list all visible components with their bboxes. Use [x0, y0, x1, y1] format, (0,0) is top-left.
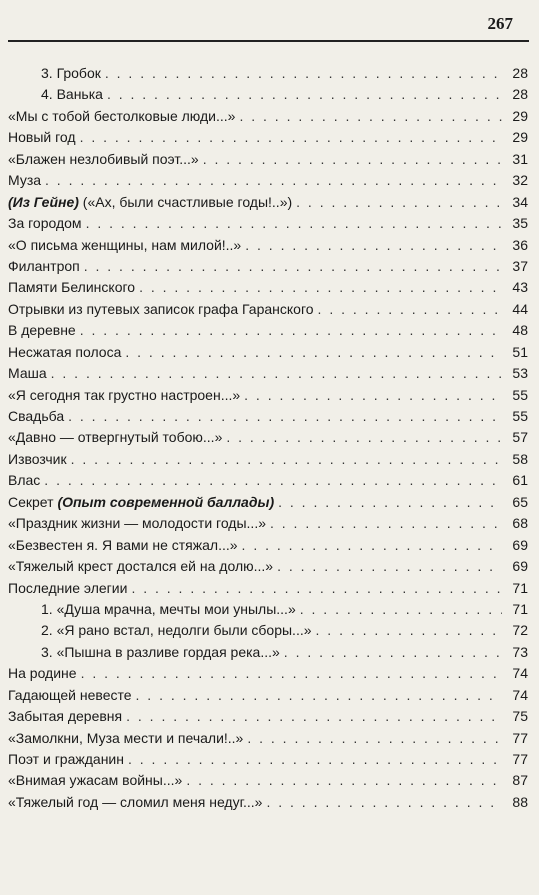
toc-entry-page: 31	[512, 150, 528, 167]
dot-leader	[316, 620, 502, 641]
toc-entry-title	[8, 578, 127, 599]
dot-leader	[277, 556, 502, 577]
dot-leader	[86, 213, 502, 234]
dot-leader	[270, 513, 502, 534]
toc-entry-page: 68	[512, 515, 528, 532]
toc-entry-title	[8, 363, 47, 384]
toc-entry	[8, 299, 528, 320]
toc-entry-title	[41, 642, 280, 663]
dot-leader	[266, 792, 502, 813]
toc-entry-title	[8, 556, 273, 577]
toc-entry-text: Филантроп	[8, 257, 80, 274]
toc-entry	[8, 256, 528, 277]
toc-entry-title	[8, 685, 132, 706]
toc-entry-text: Извозчик	[8, 450, 67, 467]
toc-entry-title	[8, 127, 76, 148]
toc-entry-title	[8, 106, 235, 127]
toc-entry	[8, 63, 528, 84]
toc-entry-title	[8, 170, 41, 191]
toc-entry-subtitle: (Из Гейне)	[8, 193, 79, 210]
toc-entry-text: За городом	[8, 215, 82, 232]
toc-entry-title	[41, 84, 103, 105]
toc-entry-title	[41, 599, 296, 620]
toc-entry-text: Влас	[8, 472, 41, 489]
toc-entry	[8, 513, 528, 534]
toc-entry	[8, 106, 528, 127]
dot-leader	[107, 84, 502, 105]
toc-entry-text: «Тяжелый год — сломил меня недуг...»	[8, 793, 263, 810]
toc-entry	[8, 213, 528, 234]
dot-leader	[139, 277, 502, 298]
dot-leader	[244, 385, 502, 406]
toc-entry-title	[8, 470, 40, 491]
toc-entry-text: В деревне	[8, 322, 76, 339]
toc-entry-title	[8, 149, 199, 170]
dot-leader	[136, 685, 502, 706]
dot-leader	[278, 492, 502, 513]
page-number: 267	[487, 14, 513, 33]
toc-entry-title	[8, 277, 135, 298]
toc-entry-page: 51	[512, 343, 528, 360]
toc-entry-text: 4. Ванька	[41, 86, 103, 103]
toc-entry-text: Свадьба	[8, 408, 65, 424]
toc-entry-text: Несжатая полоса	[8, 343, 122, 360]
toc-entry-text: Отрывки из путевых записок графа Гаранского	[8, 300, 314, 317]
toc-entry	[8, 535, 528, 556]
toc-entry	[8, 663, 528, 684]
toc-entry-text: Поэт и гражданин	[8, 751, 124, 767]
toc-entry	[8, 170, 528, 191]
toc-entry-text: Памяти Белинского	[8, 279, 136, 296]
toc-entry	[8, 192, 528, 213]
dot-leader	[318, 299, 502, 320]
toc-entry	[8, 599, 528, 620]
toc-entry-page: 73	[512, 643, 528, 660]
toc-entry-page: 58	[512, 450, 528, 467]
toc-entry-text: «О письма женщины, нам милой!..»	[8, 236, 242, 253]
dot-leader	[247, 728, 502, 749]
dot-leader	[226, 427, 502, 448]
toc-entry-page: 75	[512, 708, 528, 725]
toc-entry-text: «Внимая ужасам войны...»	[8, 772, 183, 789]
toc-entry-text: На родине	[8, 665, 77, 682]
toc-entry-title	[41, 63, 101, 84]
toc-entry-text: «Замолкни, Муза мести и печали!..»	[8, 729, 244, 746]
toc-entry	[8, 406, 528, 427]
toc-entry-page: 77	[512, 751, 528, 767]
toc-entry-title	[8, 256, 80, 277]
toc-entry-page: 28	[512, 65, 528, 81]
toc-entry	[8, 728, 528, 749]
toc-entry	[8, 642, 528, 663]
toc-entry-title	[8, 728, 243, 749]
toc-entry-title	[8, 192, 292, 213]
toc-entry	[8, 749, 528, 770]
toc-entry-text: 1. «Душа мрачна, мечты мои унылы...»	[41, 600, 296, 617]
toc-entry-text: Гадающей невесте	[8, 686, 132, 703]
dot-leader	[44, 470, 502, 491]
toc-entry	[8, 84, 528, 105]
toc-entry	[8, 342, 528, 363]
toc-entry-page: 43	[512, 279, 528, 296]
toc-entry-title	[8, 299, 314, 320]
toc-entry-title	[8, 770, 182, 791]
toc-entry	[8, 578, 528, 599]
toc-entry-page: 69	[512, 536, 528, 553]
toc-entry-title	[8, 749, 124, 770]
toc-entry-text: Забытая деревня	[8, 708, 123, 725]
toc-entry-title	[8, 492, 274, 513]
toc-entry-page: 37	[512, 257, 528, 274]
toc-entry-text: Муза	[8, 172, 42, 189]
toc-entry-page: 48	[512, 322, 528, 339]
toc-entry-title	[8, 513, 266, 534]
toc-entry-page: 71	[512, 579, 528, 596]
dot-leader	[239, 106, 502, 127]
toc-entry	[8, 449, 528, 470]
toc-entry-page: 29	[512, 129, 528, 146]
toc-entry-text: 2. «Я рано встал, недолги были сборы...»	[41, 622, 312, 639]
dot-leader	[203, 149, 502, 170]
toc-entry-title	[8, 342, 121, 363]
toc-entry-page: 35	[512, 215, 528, 232]
toc-entry	[8, 792, 528, 813]
toc-entry	[8, 620, 528, 641]
toc-entry	[8, 149, 528, 170]
toc-entry-text: Секрет	[8, 493, 58, 510]
toc-entry-page: 77	[512, 729, 528, 746]
dot-leader	[242, 535, 502, 556]
header-rule	[8, 40, 529, 42]
toc-entry-text: «Тяжелый крест достался ей на долю...»	[8, 558, 274, 575]
toc-entry	[8, 127, 528, 148]
toc-entry-title	[8, 663, 77, 684]
dot-leader	[284, 642, 502, 663]
toc-entry-title	[8, 792, 262, 813]
toc-entry-title	[8, 427, 222, 448]
dot-leader	[131, 578, 502, 599]
toc-entry-title	[8, 535, 238, 556]
toc-entry-page: 28	[512, 86, 528, 103]
dot-leader	[296, 192, 502, 213]
toc-entry-title	[8, 213, 82, 234]
toc-entry-page: 44	[512, 300, 528, 317]
toc-entry	[8, 685, 528, 706]
toc-entry-page: 57	[512, 429, 528, 446]
toc-entry-text: «Праздник жизни — молодости годы...»	[8, 515, 266, 532]
dot-leader	[186, 770, 502, 791]
dot-leader	[245, 235, 502, 256]
toc-entry-subtitle: (Опыт современной баллады)	[57, 493, 275, 510]
toc-entry	[8, 363, 528, 384]
toc-entry	[8, 320, 528, 341]
dot-leader	[71, 449, 502, 470]
toc-entry-text: 3. Гробок	[41, 65, 101, 81]
toc-entry-text: Новый год	[8, 129, 76, 146]
toc-entry-page: 55	[512, 386, 528, 403]
dot-leader	[126, 706, 502, 727]
toc-entry-page: 34	[512, 193, 528, 210]
toc-entry	[8, 770, 528, 791]
toc-entry-title	[8, 706, 122, 727]
toc-entry	[8, 385, 528, 406]
toc-entry-text: («Ах, были счастливые годы!..»)	[78, 193, 293, 210]
toc-entry-page: 53	[512, 365, 528, 382]
toc-entry-title	[8, 385, 240, 406]
toc-entry-title	[41, 620, 312, 641]
toc-entry-page: 88	[512, 793, 528, 810]
dot-leader	[68, 406, 502, 427]
toc-entry-page: 65	[512, 493, 528, 510]
toc-entry	[8, 470, 528, 491]
toc-entry-text: «Блажен незлобивый поэт...»	[8, 150, 199, 167]
dot-leader	[300, 599, 502, 620]
toc-entry-page: 32	[512, 172, 528, 189]
toc-entry-page: 72	[512, 622, 528, 639]
toc-entry-page: 61	[512, 472, 528, 489]
toc-entry-title	[8, 449, 67, 470]
dot-leader	[80, 127, 502, 148]
dot-leader	[84, 256, 502, 277]
toc-entry-text: Последние элегии	[8, 579, 128, 596]
toc-entry	[8, 556, 528, 577]
toc-entry-page: 29	[512, 107, 528, 124]
toc-entry	[8, 492, 528, 513]
dot-leader	[81, 663, 502, 684]
toc-entry-title	[8, 235, 241, 256]
toc-entry-text: «Я сегодня так грустно настроен...»	[8, 386, 241, 403]
toc-entry-title	[8, 406, 64, 427]
toc-entry	[8, 235, 528, 256]
table-of-contents	[8, 63, 528, 813]
toc-entry-text: «Мы с тобой бестолковые люди...»	[8, 107, 236, 124]
toc-entry-text: «Безвестен я. Я вами не стяжал...»	[8, 536, 238, 553]
dot-leader	[51, 363, 502, 384]
toc-entry-text: 3. «Пышна в разливе гордая река...»	[41, 643, 280, 660]
toc-entry-text: «Давно — отвергнутый тобою...»	[8, 429, 223, 446]
toc-entry-page: 74	[512, 686, 528, 703]
dot-leader	[80, 320, 502, 341]
toc-entry-page: 74	[512, 665, 528, 682]
toc-entry	[8, 706, 528, 727]
toc-entry	[8, 427, 528, 448]
toc-entry-title	[8, 320, 76, 341]
dot-leader	[125, 342, 502, 363]
toc-entry-text: Маша	[8, 365, 47, 382]
dot-leader	[45, 170, 502, 191]
dot-leader	[105, 63, 502, 84]
toc-entry-page: 71	[512, 600, 528, 617]
toc-entry	[8, 277, 528, 298]
dot-leader	[128, 749, 502, 770]
toc-entry-page: 36	[512, 236, 528, 253]
toc-entry-page: 55	[512, 408, 528, 424]
toc-entry-page: 87	[512, 772, 528, 789]
toc-entry-page: 69	[512, 558, 528, 575]
